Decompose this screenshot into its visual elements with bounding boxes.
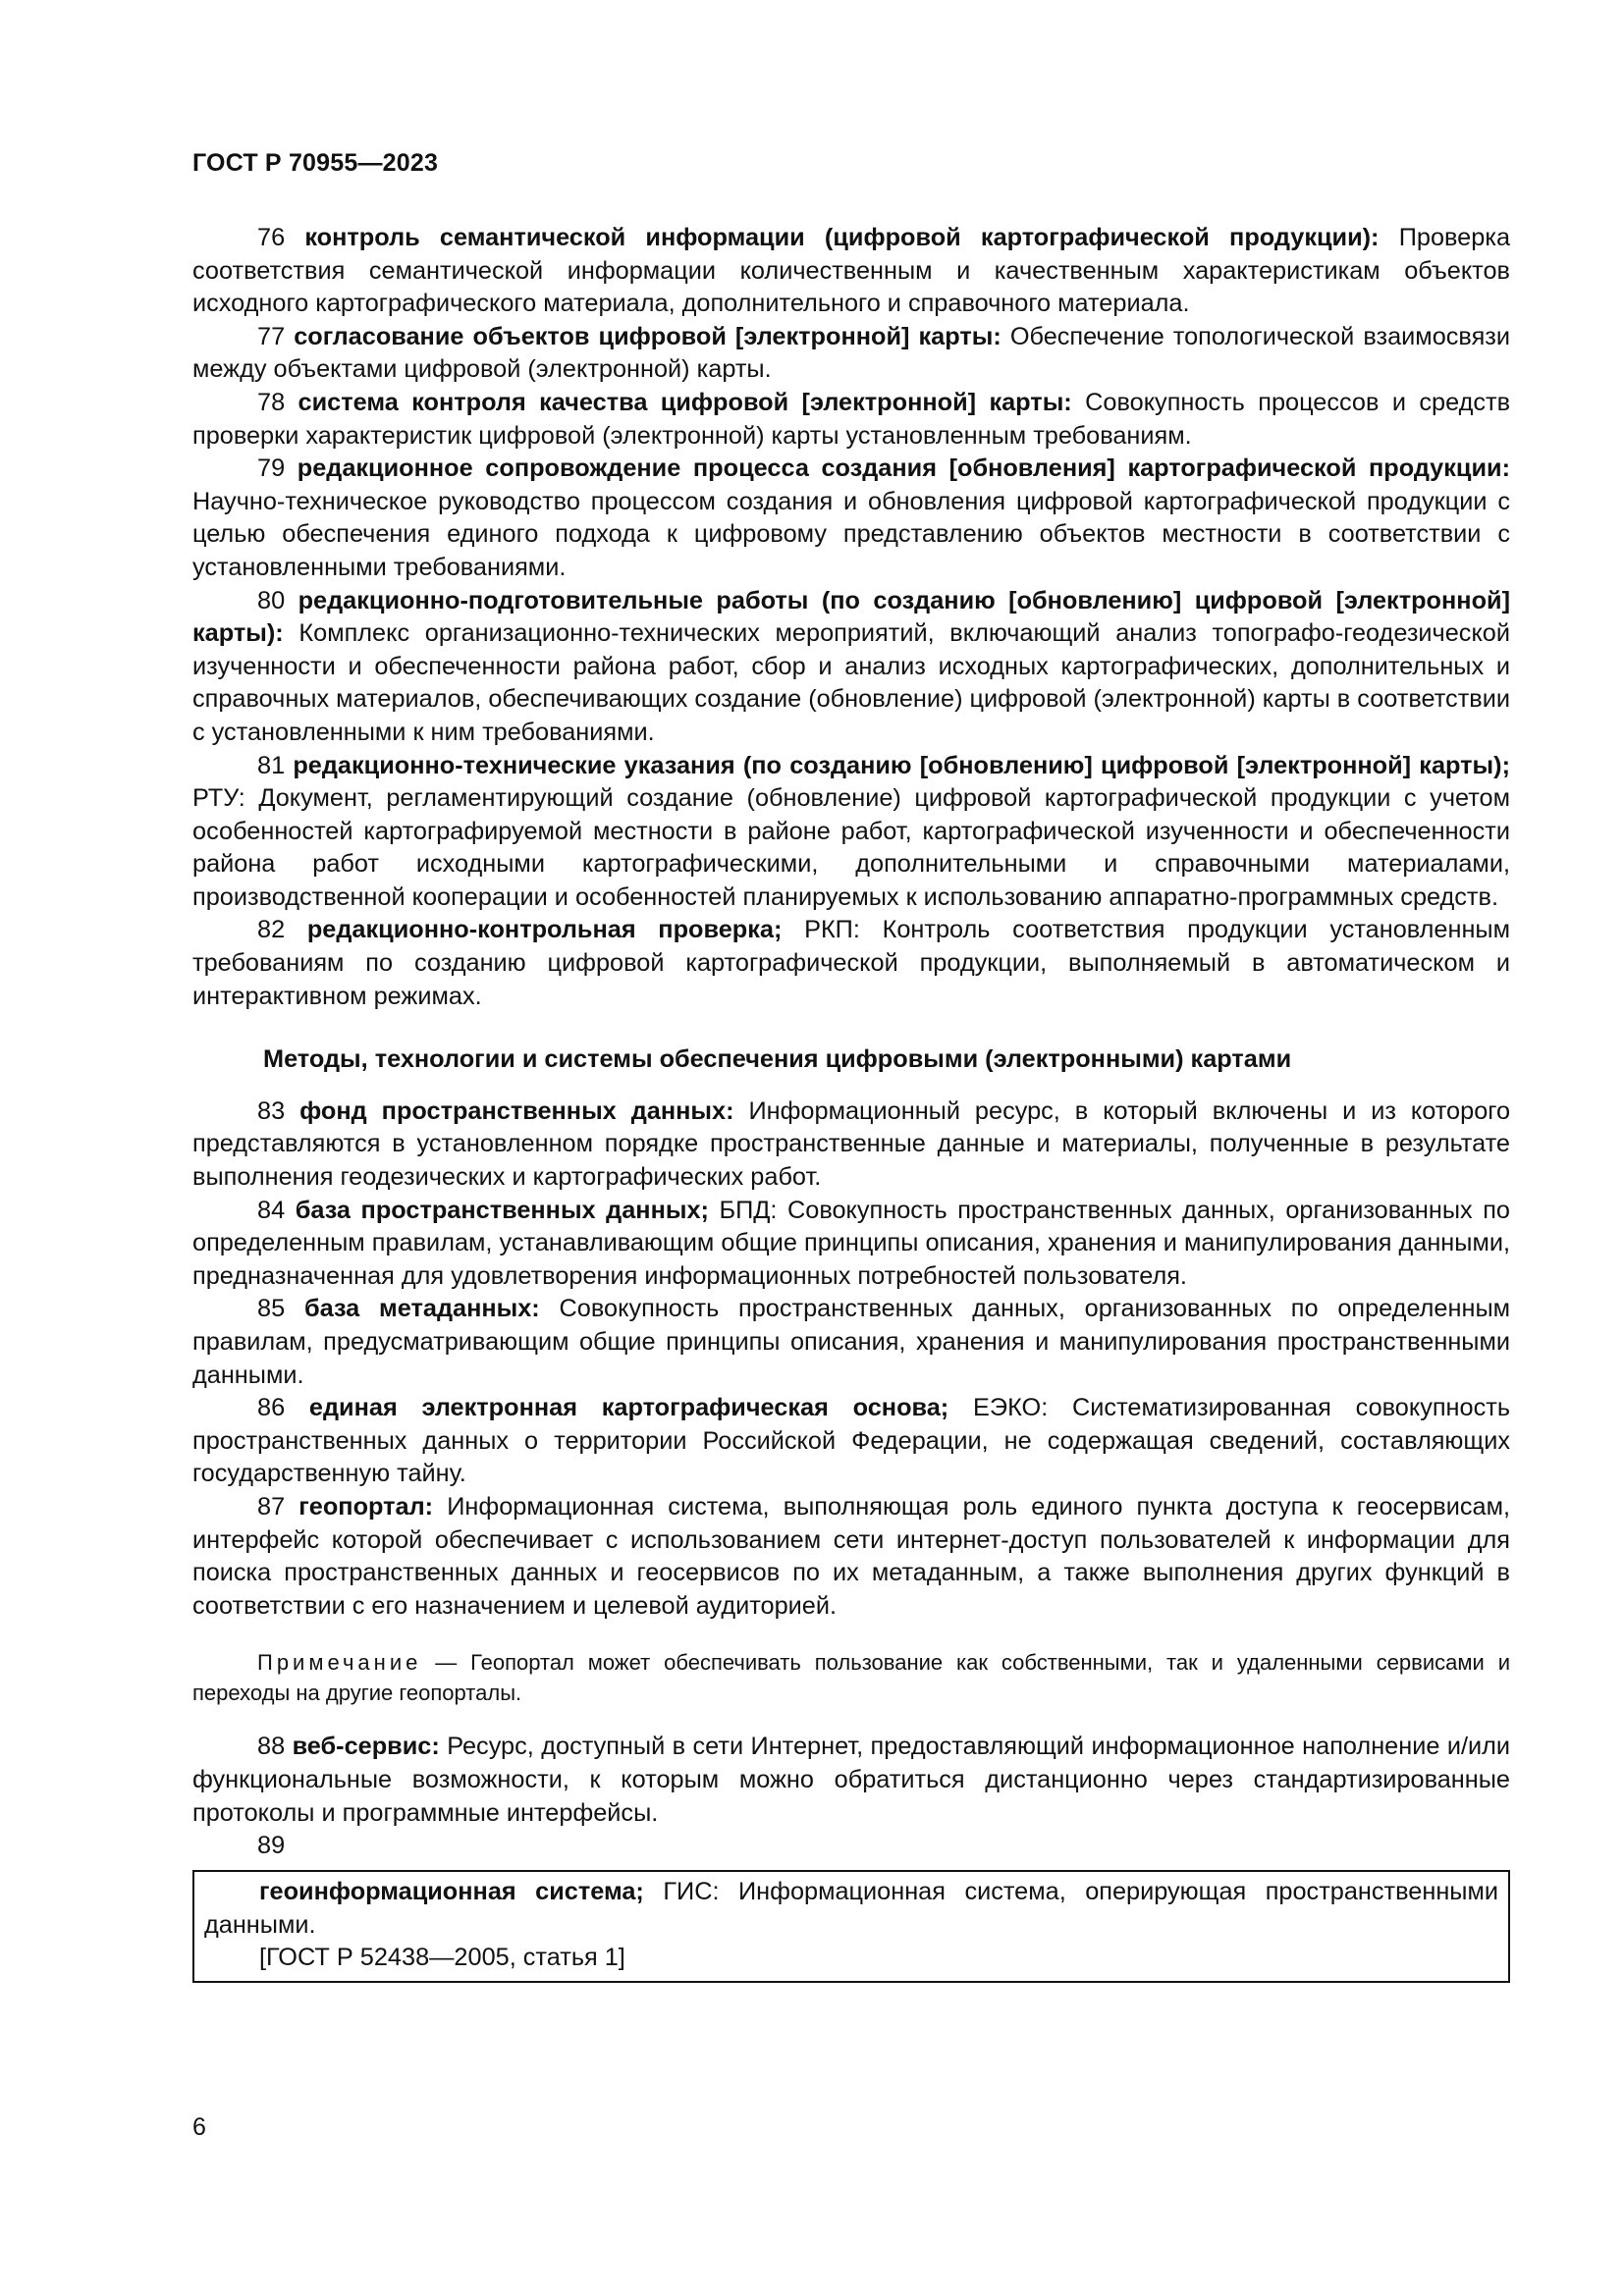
term-number: 81: [257, 751, 286, 779]
term-name: согласование объектов цифровой [электронной] карты:: [294, 322, 1001, 350]
cited-term-box: [192, 1870, 1510, 1983]
term-name: редакционно-технические указания (по созданию [обновлению] цифровой [электронной] карты);: [293, 751, 1510, 779]
term-definition: Проверка соответствия семантической информации количественным и качественным характеристикам объектов исходного картографического материала, дополнительного и справочного материала.: [192, 224, 1511, 318]
term-definition: Ресурс, доступный в сети Интернет, предоставляющий информационное наполнение и/или функциональные возможности, к которым можно обратиться дистанционно через стандартизированные протоколы и программные интерфейсы.: [192, 1733, 1511, 1827]
note-label: Примечание: [257, 1650, 422, 1676]
term-name: геопортал:: [298, 1492, 434, 1521]
term-number: 84: [257, 1196, 286, 1224]
term-definition: Обеспечение топологической взаимосвязи между объектами цифровой (электронной) карты.: [192, 322, 1510, 384]
term-number: 78: [257, 388, 286, 416]
note-block: [192, 1647, 1510, 1708]
term-name: редакционно-контрольная проверка;: [306, 916, 783, 944]
term-name: фонд пространственных данных:: [299, 1096, 734, 1125]
term-name: геоинформационная система;: [259, 1878, 644, 1906]
term-definition: Научно-техническое руководство процессом создания и обновления цифровой картографической продукции с целью обеспечения единого подхода к цифровому представлению объектов местности в соответствии с установленными требованиями.: [192, 487, 1510, 581]
term-definition: Совокупность процессов и средств проверки характеристик цифровой (электронной) карты установленным требованиям.: [192, 388, 1511, 450]
term-definition: Совокупность пространственных данных, организованных по определенным правилам, предусматривающим общие принципы описания, хранения и манипулирования пространственными данными.: [192, 1295, 1511, 1389]
term-name: редакционное сопровождение процесса создания [обновления] картографической продукции:: [297, 454, 1510, 483]
term-entry-78: [192, 387, 1510, 453]
source-reference: [ГОСТ Р 52438—2005, статья 1]: [259, 1944, 625, 1972]
term-definition: ЕЭКО: Систематизированная совокупность пространственных данных о территории Российской Федерации, не содержащая сведений, составляющих государственную тайну.: [192, 1394, 1511, 1488]
term-definition: Комплекс организационно-технических мероприятий, включающий анализ топографо-геодезической изученности и обеспеченности района работ, сбор и анализ исходных картографических, дополнительных и справочных материалов, обеспечивающих создание (обновление) цифровой (электронной) карты в соответствии с установленными к ним требованиями.: [192, 619, 1511, 746]
term-name: база пространственных данных;: [295, 1196, 709, 1224]
term-number: 87: [257, 1492, 286, 1521]
term-definition: Информационная система, выполняющая роль единого пункта доступа к геосервисам, интерфейс которой обеспечивает с использованием сети интернет-доступ пользователей к информации для поиска пространственных данных и геосервисов по их метаданным, а также выполнения других функций в соответствии с его назначением и целевой аудиторией.: [192, 1492, 1511, 1620]
term-name: редакционно-подготовительные работы (по созданию [обновлению] цифровой [электронной] карты):: [192, 586, 1510, 648]
term-number: 86: [257, 1394, 286, 1422]
cited-term-entry: [204, 1876, 1498, 1942]
term-definition: РТУ: Документ, регламентирующий создание (обновление) цифровой картографической продукции с учетом особенностей картографируемой местности в районе работ, картографической изученности и обеспеченности района работ исходными картографическими, дополнительными и справочными материалами, производственной кооперации и особенностей планируемых к использованию аппаратно-программных средств.: [192, 784, 1510, 911]
term-number: 88: [257, 1733, 286, 1761]
term-number: 80: [257, 586, 286, 614]
term-entry-83: [192, 1095, 1510, 1195]
document-header-title: ГОСТ Р 70955—2023: [192, 149, 439, 177]
document-body: [192, 222, 1510, 1983]
term-number-89: 89: [257, 1832, 286, 1860]
term-number: 76: [257, 224, 286, 251]
term-entry-85: [192, 1293, 1510, 1392]
term-definition: ГИС: Информационная система, оперирующая пространственными данными.: [204, 1878, 1499, 1939]
term-name: веб-сервис:: [292, 1733, 440, 1761]
term-entry-82: [192, 914, 1510, 1013]
page-number: 6: [192, 2113, 206, 2141]
term-entry-80: [192, 585, 1510, 750]
term-number: 77: [257, 322, 286, 350]
term-name: единая электронная картографическая основа;: [308, 1394, 949, 1422]
term-number: 82: [257, 916, 286, 944]
term-name: система контроля качества цифровой [электронной] карты:: [298, 388, 1072, 416]
term-entry-79: [192, 453, 1510, 584]
note-text: — Геопортал может обеспечивать пользование как собственными, так и удаленными сервисами и переходы на другие геопорталы.: [192, 1650, 1510, 1706]
term-entry-77: [192, 321, 1510, 387]
term-definition: БПД: Совокупность пространственных данных, организованных по определенным правилам, устанавливающим общие принципы описания, хранения и манипулирования данными, предназначенная для удовлетворения информационных потребностей пользователя.: [192, 1196, 1511, 1290]
section-heading: Методы, технологии и системы обеспечения цифровыми (электронными) картами: [263, 1045, 1292, 1074]
term-entry-87: [192, 1491, 1510, 1623]
term-name: контроль семантической информации (цифровой картографической продукции):: [304, 224, 1380, 251]
term-entry-76: [192, 222, 1510, 321]
term-entry-88: [192, 1731, 1510, 1830]
term-number: 83: [257, 1096, 286, 1125]
term-entry-81: [192, 750, 1510, 915]
term-definition: РКП: Контроль соответствия продукции установленным требованиям по созданию цифровой картографической продукции, выполняемый в автоматическом и интерактивном режимах.: [192, 916, 1510, 1010]
term-definition: Информационный ресурс, в который включены и из которого представляются в установленном порядке пространственные данные и материалы, полученные в результате выполнения геодезических и картографических работ.: [192, 1096, 1511, 1192]
term-name: база метаданных:: [303, 1295, 540, 1323]
term-entry-84: [192, 1195, 1510, 1294]
term-number: 85: [257, 1295, 286, 1323]
term-entry-86: [192, 1392, 1510, 1491]
term-number: 79: [257, 454, 286, 483]
